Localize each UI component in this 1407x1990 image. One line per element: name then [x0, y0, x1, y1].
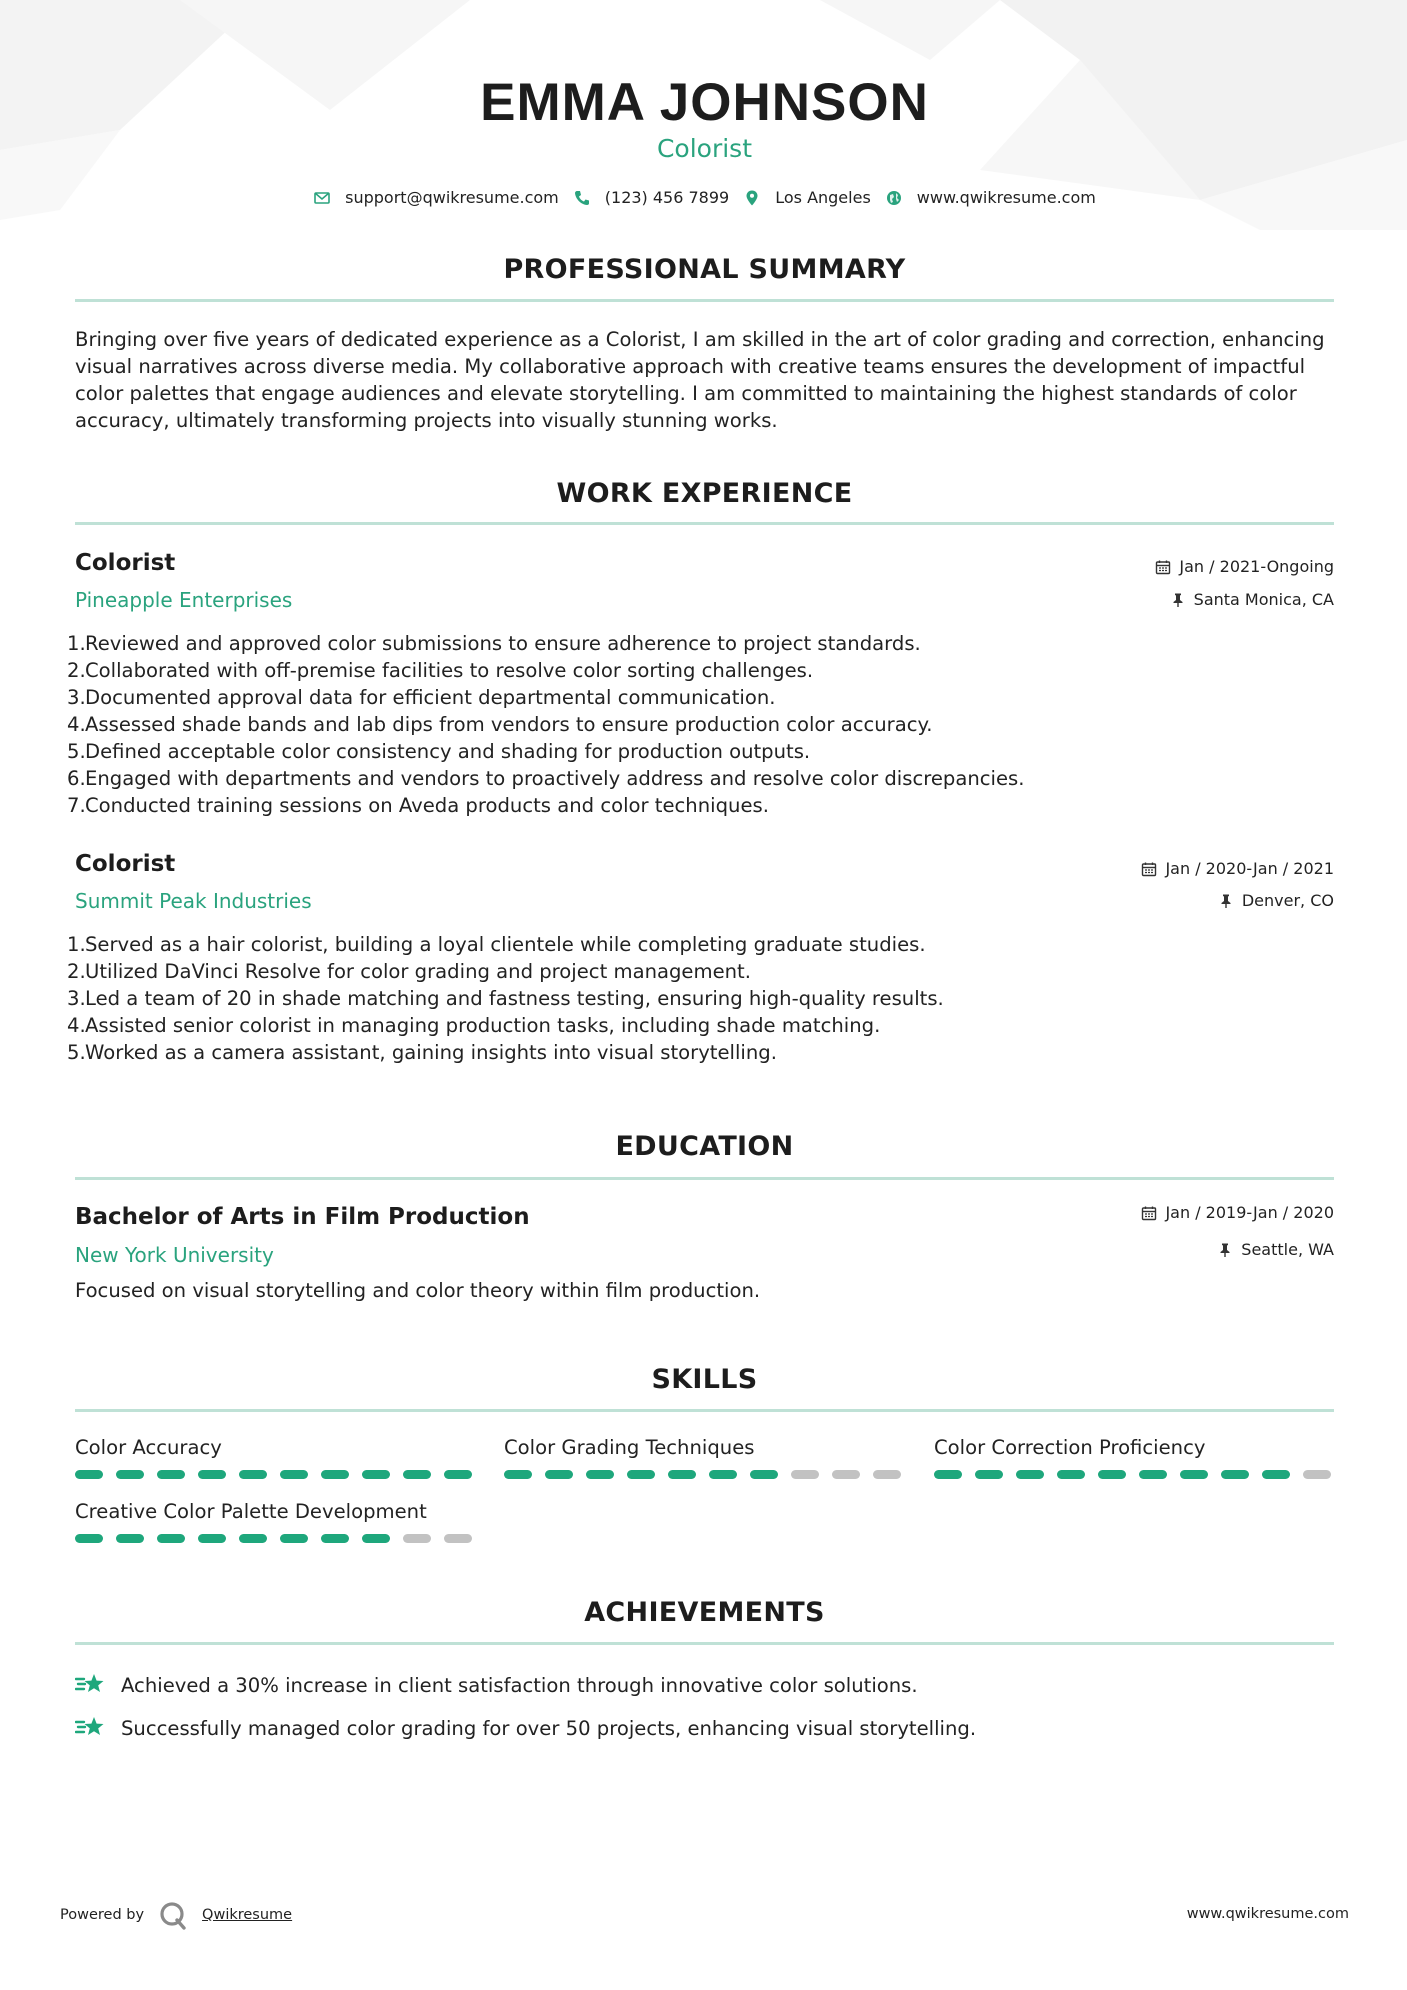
- list-item: 4. Assessed shade bands and lab dips from vendors to ensure production color accuracy.: [67, 713, 933, 736]
- contact-email[interactable]: [313, 188, 559, 207]
- skill-level-bar: [75, 1534, 475, 1543]
- list-item: 2. Utilized DaVinci Resolve for color grading and project management.: [67, 960, 751, 983]
- contact-website[interactable]: [885, 188, 1096, 207]
- skill-dash-filled: [75, 1470, 103, 1479]
- pushpin-icon: [1170, 592, 1186, 608]
- experience-heading: WORK EXPERIENCE: [556, 478, 853, 509]
- skill-dash-filled: [444, 1470, 472, 1479]
- job-dates-text: Jan / 2020-Jan / 2021: [1165, 859, 1334, 878]
- globe-icon: [885, 189, 903, 207]
- email-text: support@qwikresume.com: [345, 188, 559, 207]
- pushpin-icon: [1218, 893, 1234, 909]
- skill-dash-filled: [1016, 1470, 1044, 1479]
- education-description: Focused on visual storytelling and color theory within film production.: [75, 1279, 761, 1302]
- skill-dash-empty: [1303, 1470, 1331, 1479]
- footer-powered-by: [60, 1900, 292, 1930]
- website-text: www.qwikresume.com: [916, 188, 1096, 207]
- skill-dash-empty: [444, 1534, 472, 1543]
- list-item: 5. Worked as a camera assistant, gaining insights into visual storytelling.: [67, 1041, 777, 1064]
- location-text: Los Angeles: [775, 188, 871, 207]
- skill-item: [75, 1436, 475, 1479]
- pushpin-icon: [1217, 1242, 1233, 1258]
- skill-dash-filled: [157, 1470, 185, 1479]
- shooting-star-icon: [75, 1713, 107, 1743]
- phone-icon: [573, 189, 591, 207]
- skill-name: Creative Color Palette Development: [75, 1500, 427, 1523]
- skill-dash-filled: [1221, 1470, 1249, 1479]
- list-item: 5. Defined acceptable color consistency and shading for production outputs.: [67, 740, 811, 763]
- job-location-text: Santa Monica, CA: [1193, 590, 1334, 609]
- job-responsibilities: [67, 931, 944, 1066]
- skill-dash-filled: [198, 1470, 226, 1479]
- list-item: 7. Conducted training sessions on Aveda products and color techniques.: [67, 794, 769, 817]
- job-responsibilities: [67, 630, 1025, 819]
- skill-dash-filled: [975, 1470, 1003, 1479]
- job-location: [1218, 891, 1334, 910]
- summary-divider: [75, 299, 1334, 302]
- education-divider: [75, 1177, 1334, 1180]
- skill-dash-filled: [239, 1534, 267, 1543]
- skill-dash-empty: [403, 1534, 431, 1543]
- skill-name: Color Grading Techniques: [504, 1436, 755, 1459]
- list-item: 4. Assisted senior colorist in managing production tasks, including shade matching.: [67, 1014, 881, 1037]
- calendar-icon: [1141, 861, 1157, 877]
- skill-dash-filled: [157, 1534, 185, 1543]
- education-dates: [1141, 1203, 1334, 1222]
- qwikresume-logo-icon: [158, 1900, 188, 1930]
- job-title: Colorist: [75, 851, 176, 877]
- skill-level-bar: [934, 1470, 1334, 1479]
- experience-divider: [75, 522, 1334, 525]
- list-item: 1. Served as a hair colorist, building a loyal clientele while completing graduate studies.: [67, 933, 926, 956]
- job-company: Pineapple Enterprises: [75, 588, 293, 612]
- skill-name: Color Accuracy: [75, 1436, 222, 1459]
- school-name: New York University: [75, 1243, 274, 1267]
- skill-name: Color Correction Proficiency: [934, 1436, 1206, 1459]
- skill-dash-empty: [832, 1470, 860, 1479]
- map-pin-icon: [743, 189, 761, 207]
- skill-dash-filled: [239, 1470, 267, 1479]
- skill-dash-filled: [586, 1470, 614, 1479]
- skill-dash-filled: [668, 1470, 696, 1479]
- list-item: 2. Collaborated with off-premise facilities to resolve color sorting challenges.: [67, 659, 814, 682]
- skill-dash-filled: [750, 1470, 778, 1479]
- contact-bar: [75, 188, 1334, 207]
- education-location: [1217, 1240, 1334, 1259]
- achievement-text: Successfully managed color grading for over 50 projects, enhancing visual storytelling.: [121, 1716, 977, 1740]
- education-location-text: Seattle, WA: [1241, 1240, 1334, 1259]
- job-dates: [1155, 557, 1334, 576]
- skill-dash-filled: [504, 1470, 532, 1479]
- phone-text: (123) 456 7899: [604, 188, 730, 207]
- skills-heading: SKILLS: [651, 1364, 758, 1395]
- skill-dash-empty: [873, 1470, 901, 1479]
- candidate-title: Colorist: [656, 134, 753, 163]
- achievements-heading: ACHIEVEMENTS: [584, 1597, 825, 1628]
- candidate-name: EMMA JOHNSON: [480, 73, 929, 132]
- skill-item: [934, 1436, 1334, 1479]
- job-dates-text: Jan / 2021-Ongoing: [1179, 557, 1334, 576]
- list-item: 1. Reviewed and approved color submissions to ensure adherence to project standards.: [67, 632, 921, 655]
- skill-dash-filled: [280, 1534, 308, 1543]
- skill-dash-filled: [709, 1470, 737, 1479]
- skill-level-bar: [75, 1470, 475, 1479]
- skill-dash-filled: [116, 1534, 144, 1543]
- skill-dash-filled: [280, 1470, 308, 1479]
- job-company: Summit Peak Industries: [75, 889, 312, 913]
- skill-dash-filled: [1139, 1470, 1167, 1479]
- skill-dash-filled: [116, 1470, 144, 1479]
- skill-item: [75, 1500, 475, 1543]
- education-dates-text: Jan / 2019-Jan / 2020: [1165, 1203, 1334, 1222]
- achievements-divider: [75, 1642, 1334, 1645]
- skill-dash-filled: [321, 1534, 349, 1543]
- skill-dash-filled: [403, 1470, 431, 1479]
- skill-dash-filled: [1262, 1470, 1290, 1479]
- footer-website[interactable]: www.qwikresume.com: [1186, 1906, 1349, 1922]
- calendar-icon: [1155, 559, 1171, 575]
- achievement-item: [75, 1670, 918, 1700]
- list-item: 6. Engaged with departments and vendors to proactively address and resolve color discrepancies.: [67, 767, 1025, 790]
- contact-location: [743, 188, 871, 207]
- skill-dash-filled: [934, 1470, 962, 1479]
- list-item: 3. Led a team of 20 in shade matching and fastness testing, ensuring high-quality results.: [67, 987, 944, 1010]
- shooting-star-icon: [75, 1670, 107, 1700]
- envelope-icon: [313, 189, 331, 207]
- education-heading: EDUCATION: [615, 1131, 794, 1162]
- skill-dash-filled: [362, 1534, 390, 1543]
- skill-dash-filled: [1057, 1470, 1085, 1479]
- contact-phone[interactable]: [573, 188, 729, 207]
- job-title: Colorist: [75, 550, 176, 576]
- skill-item: [504, 1436, 904, 1479]
- skill-dash-filled: [321, 1470, 349, 1479]
- skill-dash-empty: [791, 1470, 819, 1479]
- job-dates: [1141, 859, 1334, 878]
- skill-dash-filled: [1180, 1470, 1208, 1479]
- skill-dash-filled: [198, 1534, 226, 1543]
- degree-title: Bachelor of Arts in Film Production: [75, 1204, 530, 1230]
- skills-divider: [75, 1409, 1334, 1412]
- achievement-item: [75, 1713, 976, 1743]
- skill-dash-filled: [1098, 1470, 1126, 1479]
- summary-heading: PROFESSIONAL SUMMARY: [503, 254, 906, 285]
- skill-dash-filled: [362, 1470, 390, 1479]
- job-location: [1170, 590, 1334, 609]
- summary-text: Bringing over five years of dedicated experience as a Colorist, I am skilled in the art of color grading and correction, enhancing visual narratives across diverse media. My collaborative approach with creative teams ensures the development of impactful color palettes that engage audiences and elevate storytelling. I am committed to maintaining the highest standards of color accuracy, ultimately transforming projects into visually stunning works.: [75, 328, 1325, 432]
- skill-dash-filled: [545, 1470, 573, 1479]
- list-item: 3. Documented approval data for efficient departmental communication.: [67, 686, 776, 709]
- skill-dash-filled: [75, 1534, 103, 1543]
- achievement-text: Achieved a 30% increase in client satisfaction through innovative color solutions.: [121, 1673, 918, 1697]
- skill-dash-filled: [627, 1470, 655, 1479]
- job-location-text: Denver, CO: [1241, 891, 1334, 910]
- qwikresume-link[interactable]: Qwikresume: [202, 1907, 293, 1923]
- calendar-icon: [1141, 1205, 1157, 1221]
- skill-level-bar: [504, 1470, 904, 1479]
- powered-by-label: Powered by: [60, 1907, 145, 1923]
